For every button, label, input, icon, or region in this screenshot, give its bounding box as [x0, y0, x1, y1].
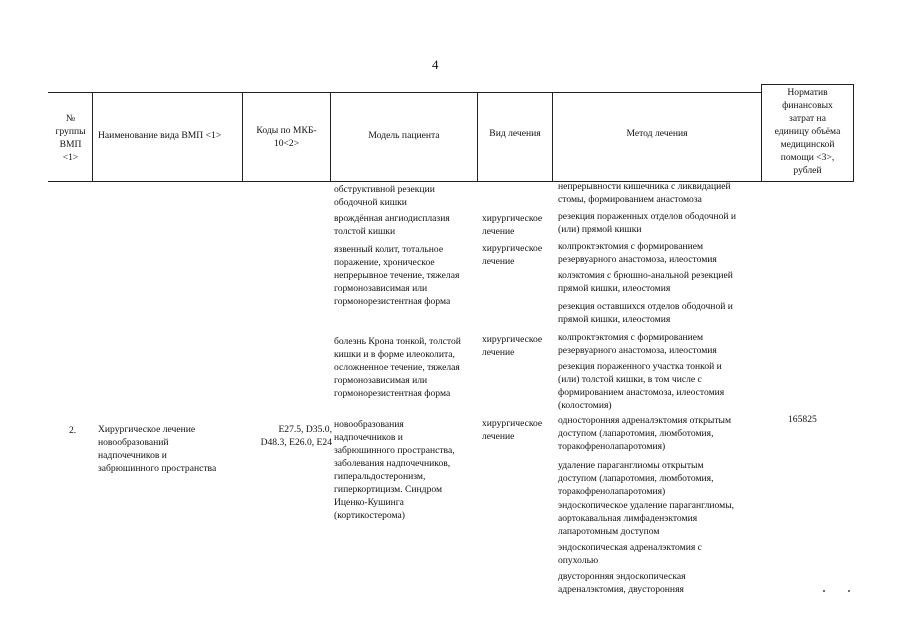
table-top-border-cost: [761, 84, 854, 85]
treatment-type-cell: хирургическое лечение: [482, 243, 543, 267]
treatment-type-cell: хирургическое лечение: [482, 213, 543, 237]
scan-speck: [848, 590, 850, 592]
treatment-type-cell: хирургическое лечение: [482, 334, 543, 358]
table-top-border: [48, 92, 761, 93]
model-cell: язвенный колит, тотальное поражение, хроническое непрерывное течение, тяжелая гормонозависимая или гормонорезистентная форма: [334, 244, 460, 307]
header-cost-norm: Норматив финансовых затрат на единицу объёма медицинской помощи <3>, рублей: [774, 87, 841, 176]
cost-cell: 165825: [788, 414, 817, 425]
vmp-name-cell: Хирургическое лечение новообразований надпочечников и забрюшинного пространства: [98, 424, 217, 474]
model-cell: обструктивной резекции ободочной кишки: [334, 184, 435, 208]
method-cell: эндоскопическое удаление параганглиомы, аортокавальная лимфаденэктомия лапаротомным доступом: [558, 500, 735, 537]
method-cell: удаление параганглиомы открытым доступом (лапаротомия, люмботомия, торакофренолапаротомия): [558, 460, 714, 497]
row-number: 2.: [69, 425, 77, 436]
method-cell: односторонняя адреналэктомия открытым доступом (лапаротомия, люмботомия, торакофренолапаротомия): [558, 415, 732, 452]
scan-speck: [823, 590, 825, 592]
column-divider-1: [92, 92, 93, 182]
method-cell: непрерывности кишечника с ликвидацией стомы, формированием анастомоза: [558, 181, 731, 205]
header-vmp-name: Наименование вида ВМП <1>: [98, 130, 222, 141]
treatment-type-cell: хирургическое лечение: [482, 418, 543, 442]
method-cell: резекция пораженных отделов ободочной и (или) прямой кишки: [558, 211, 737, 235]
header-icd-codes: Коды по МКБ- 10<2>: [256, 125, 317, 149]
method-cell: резекция пораженного участка тонкой и (или) толстой кишки, в том числе с формированием анастомоза, илеостомия (колостомия): [558, 361, 725, 411]
model-cell: новообразования надпочечников и забрюшинного пространства, заболевания надпочечников, гиперальдостеронизм, гиперкортицизм. Синдром Иценко-Кушинга (кортикостерома): [334, 419, 455, 521]
method-cell: двусторонняя эндоскопическая адреналэктомия, двусторонняя: [558, 571, 686, 595]
method-cell: колпроктэктомия с формированием резервуарного анастомоза, илеостомия: [558, 241, 717, 265]
header-treatment-type: Вид лечения: [489, 128, 541, 139]
method-cell: резекция оставшихся отделов ободочной и прямой кишки, илеостомия: [558, 301, 733, 325]
page-number: 4: [432, 57, 439, 72]
header-group-number: № группы ВМП <1>: [55, 113, 86, 163]
header-patient-model: Модель пациента: [368, 130, 440, 141]
model-cell: болезнь Крона тонкой, толстой кишки и в форме илеоколита, осложненное течение, тяжелая гормонозависимая или гормонорезистентная форма: [334, 336, 461, 399]
model-cell: врождённая ангиодисплазия толстой кишки: [334, 213, 450, 237]
header-treatment-method: Метод лечения: [626, 128, 688, 139]
method-cell: колэктомия с брюшно-анальной резекцией прямой кишки, илеостомия: [558, 270, 733, 294]
table-right-border: [853, 84, 854, 182]
method-cell: колпроктэктомия с формированием резервуарного анастомоза, илеостомия: [558, 332, 717, 356]
icd-codes-cell: E27.5, D35.0, D48.3, E26.0, E24: [260, 424, 332, 448]
method-cell: эндоскопическая адреналэктомия с опухолью: [558, 542, 702, 566]
